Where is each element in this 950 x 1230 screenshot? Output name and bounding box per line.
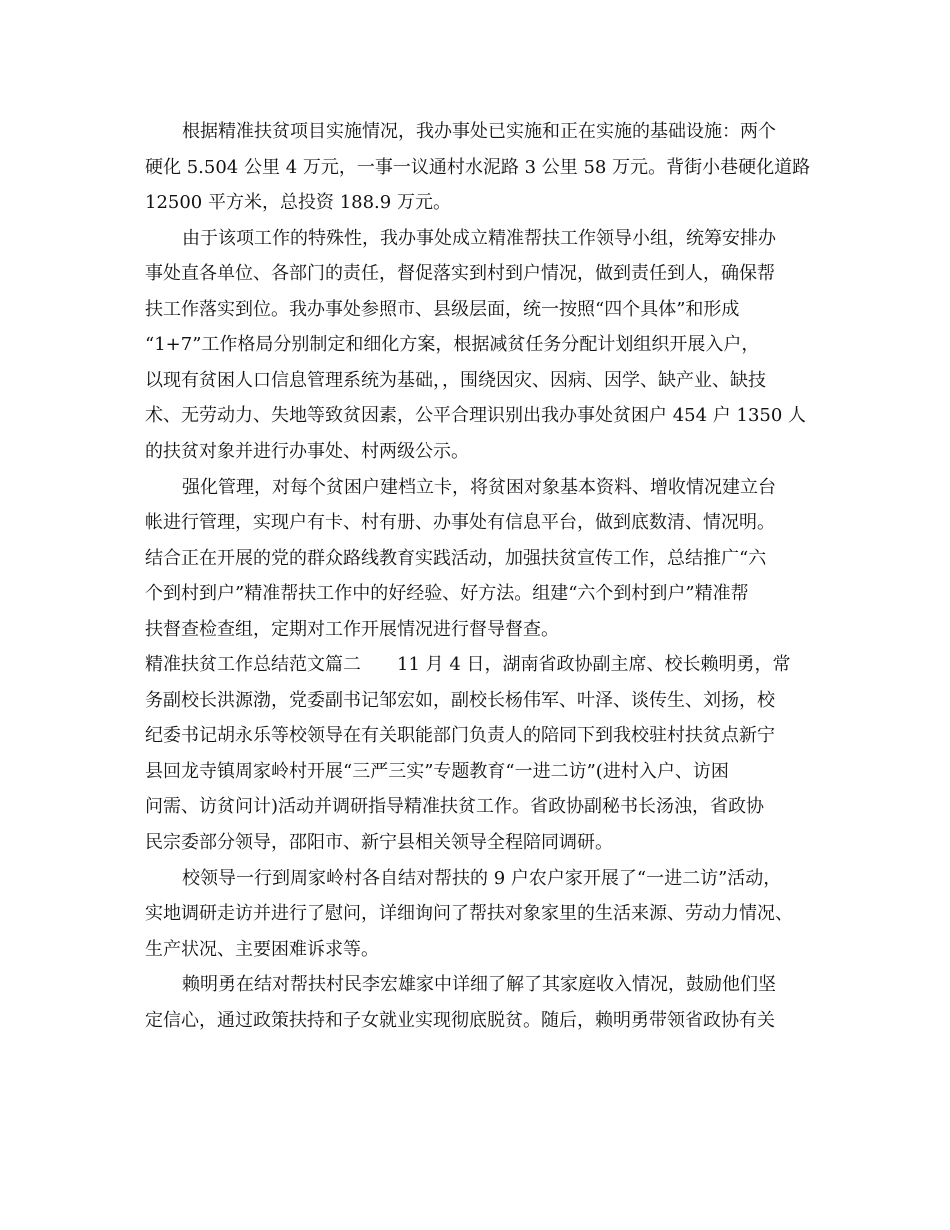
text-line: 术、无劳动力、失地等致贫因素，公平合理识别出我办事处贫困户 454 户 1350 人 — [145, 405, 807, 426]
text-line: 扶工作落实到位。我办事处参照市、县级层面，统一按照“四个具体”和形成 — [145, 299, 740, 320]
text-line: 县回龙寺镇周家岭村开展“三严三实”专题教育“一进二访”(进村入户、访困 — [145, 761, 729, 782]
text-line: 个到村到户”精准帮扶工作中的好经验、好方法。组建“六个到村到户”精准帮 — [145, 583, 749, 604]
text-line: 精准扶贫工作总结范文篇二 11 月 4 日，湖南省政协副主席、校长赖明勇，常 — [145, 654, 791, 675]
text-line: 问需、访贫问计)活动并调研指导精准扶贫工作。省政协副秘书长汤浊，省政协 — [145, 796, 765, 817]
text-line: 实地调研走访并进行了慰问，详细询问了帮扶对象家里的生活来源、劳动力情况、 — [145, 903, 793, 924]
text-line: 帐进行管理，实现户有卡、村有册、办事处有信息平台，做到底数清、情况明。 — [145, 512, 775, 533]
text-line: 纪委书记胡永乐等校领导在有关职能部门负责人的陪同下到我校驻村扶贫点新宁 — [145, 725, 775, 746]
text-line: “1+7”工作格局分别制定和细化方案，根据减贫任务分配计划组织开展入户， — [145, 334, 760, 355]
text-line: 事处直各单位、各部门的责任，督促落实到村到户情况，做到责任到人，确保帮 — [145, 263, 775, 284]
text-line: 校领导一行到周家岭村各自结对帮扶的 9 户农户家开展了“一进二访”活动， — [182, 868, 782, 889]
text-line: 12500 平方米，总投资 188.9 万元。 — [145, 192, 451, 213]
text-line: 务副校长洪源渤，党委副书记邹宏如，副校长杨伟军、叶泽、谈传生、刘扬，校 — [145, 690, 775, 711]
text-line: 生产状况、主要困难诉求等。 — [145, 939, 379, 960]
text-line: 定信心，通过政策扶持和子女就业实现彻底脱贫。随后，赖明勇带领省政协有关 — [145, 1010, 775, 1031]
text-line: 扶督查检查组，定期对工作开展情况进行督导督查。 — [145, 619, 559, 640]
text-line: 以现有贫困人口信息管理系统为基础，，围绕因灾、因病、因学、缺产业、缺技 — [145, 370, 766, 391]
text-line: 强化管理，对每个贫困户建档立卡，将贫困对象基本资料、增收情况建立台 — [182, 477, 776, 498]
text-line: 赖明勇在结对帮扶村民李宏雄家中详细了解了其家庭收入情况，鼓励他们坚 — [182, 974, 776, 995]
text-line: 硬化 5.504 公里 4 万元，一事一议通村水泥路 3 公里 58 万元。背街小巷硬化道路 — [145, 157, 811, 178]
text-line: 根据精准扶贫项目实施情况，我办事处已实施和正在实施的基础设施：两个 — [182, 121, 776, 142]
text-line: 民宗委部分领导，邵阳市、新宁县相关领导全程陪同调研。 — [145, 832, 613, 853]
text-line: 由于该项工作的特殊性，我办事处成立精准帮扶工作领导小组，统筹安排办 — [182, 228, 776, 249]
text-line: 结合正在开展的党的群众路线教育实践活动，加强扶贫宣传工作，总结推广“六 — [145, 548, 767, 569]
text-line: 的扶贫对象并进行办事处、村两级公示。 — [145, 441, 469, 462]
